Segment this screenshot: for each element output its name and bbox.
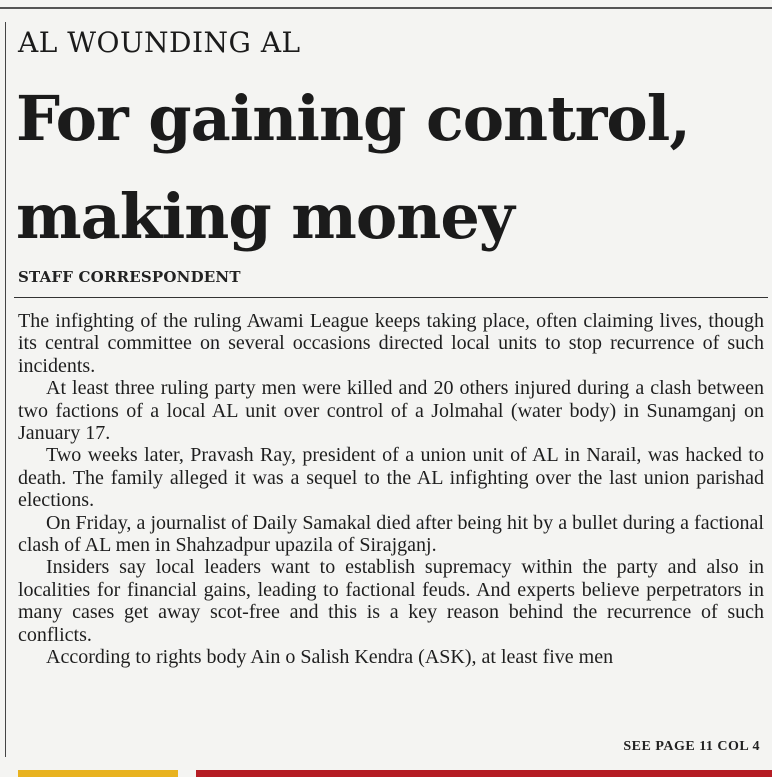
continuation-note: SEE PAGE 11 COL 4 [623,739,760,754]
paragraph: The infighting of the ruling Awami League keeps taking place, often claiming lives, though its central committee on several occasions directed local units to stop recurrence of such incidents. [18,310,764,377]
kicker: AL WOUNDING AL [18,26,301,59]
color-strip-yellow [18,770,178,777]
paragraph: On Friday, a journalist of Daily Samakal died after being hit by a bullet during a factional clash of AL men in Shahzadpur upazila of Sirajganj. [18,511,764,557]
paragraph: At least three ruling party men were killed and 20 others injured during a clash between two factions of a local AL unit over control of a Jolmahal (water body) in Sunamganj on January 17. [18,377,764,445]
byline-rule [14,297,768,298]
paragraph: According to rights body Ain o Salish Kendra (ASK), at least five men [46,646,614,669]
top-rule [0,7,772,9]
byline: STAFF CORRESPONDENT [18,268,241,286]
article-body [18,310,764,669]
paragraph: Insiders say local leaders want to establish supremacy within the party and also in localities for financial gains, leading to factional feuds. And experts believe perpetrators in many cases get away scot-free and this is a key reason behind the recurrence of such conflicts. [18,556,764,646]
column-rule [5,22,6,757]
headline: For gaining control, making money [16,82,690,253]
paragraph: Two weeks later, Pravash Ray, president of a union unit of AL in Narail, was hacked to death. The family alleged it was a sequel to the AL infighting over the last union parishad elections. [18,444,764,512]
color-strip-red [196,770,772,777]
